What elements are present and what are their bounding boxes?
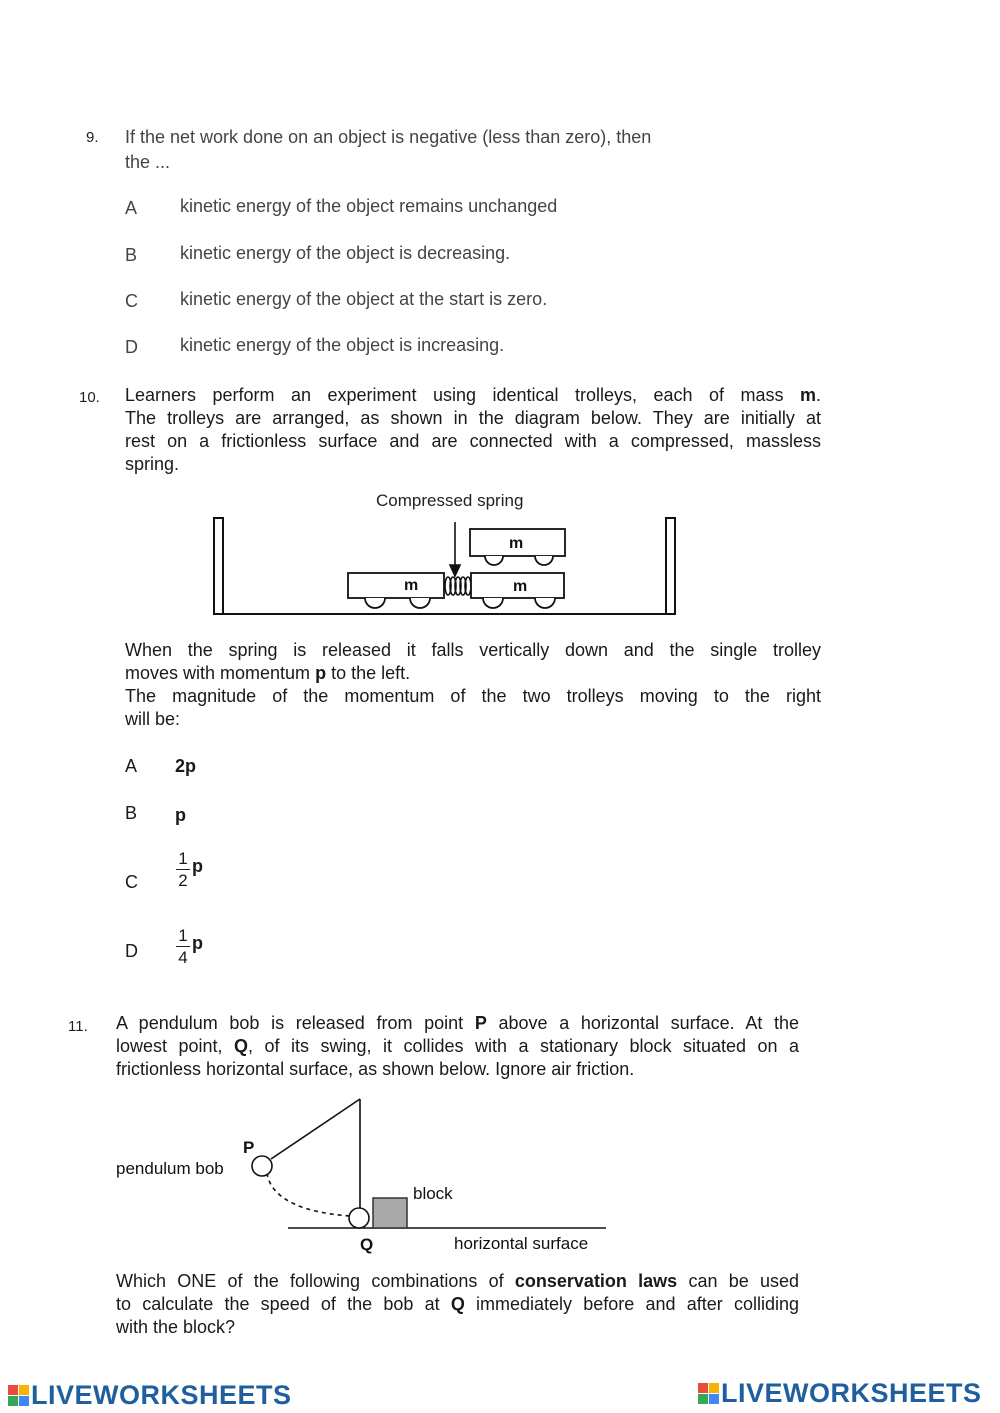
q10-stem-line1: Learners perform an experiment using identical trolleys, each of mass m. [125,385,821,405]
q9-option-c-text[interactable]: kinetic energy of the object at the start is zero. [180,289,548,309]
compressed-spring-label: Compressed spring [376,491,524,510]
bob-at-q [349,1208,369,1228]
spring-arrow [450,522,460,576]
trolley-diagram [205,510,685,622]
q9-option-b-text[interactable]: kinetic energy of the object is decreasing. [180,243,511,263]
q9-option-d-letter: D [125,337,138,357]
q9-option-b-letter: B [125,245,138,265]
q10-option-b-letter: B [125,803,138,823]
liveworksheets-logo-icon [8,1385,29,1406]
liveworksheets-logo-icon [698,1383,719,1404]
q10-number: 10. [79,389,100,406]
q11-question-line3: with the block? [116,1317,236,1337]
q10-option-c-value[interactable]: $\frac{1}{2}$ p [176,849,203,890]
q9-stem-line2: the ... [125,152,171,172]
bob-at-p [252,1156,272,1176]
q10-option-d-value[interactable]: $\frac{1}{4}$ p [176,926,203,967]
block-label: block [413,1184,453,1203]
q10-option-d-letter: D [125,941,138,961]
q10-option-c-fraction: $\frac{1}{2}$ [176,849,190,890]
q10-after-text [125,639,821,731]
q10-stem-line2: The trolleys are arranged, as shown in the diagram below. They are initially at [125,408,821,428]
block-shape [373,1198,407,1228]
footer-brand-left-text: LIVEWORKSHEETS [31,1380,292,1410]
q10-option-d-fraction: $\frac{1}{4}$ [176,926,190,967]
single-trolley-mass: m [404,577,419,594]
q10-option-b-value[interactable]: p [175,805,186,825]
q11-question-line2: to calculate the speed of the bob at Q immediately before and after colliding [116,1294,799,1314]
q10-option-a-value[interactable]: 2p [175,756,197,776]
q11-stem-line1: A pendulum bob is released from point P above a horizontal surface. At the [116,1013,800,1033]
q11-stem-line2: lowest point, Q, of its swing, it collides with a stationary block situated on a [116,1036,799,1056]
right-wall [666,518,675,614]
q9-stem-line1: If the net work done on an object is negative (less than zero), then [125,127,652,147]
string-to-p [271,1099,360,1159]
top-trolley-mass: m [509,535,524,552]
point-q-label: Q [360,1235,374,1254]
q11-stem-line3: frictionless horizontal surface, as shown below. Ignore air friction. [116,1059,635,1079]
q10-stem-line4: spring. [125,454,180,474]
q11-number: 11. [68,1018,88,1035]
q10-after-line1: When the spring is released it falls vertically down and the single trolley [125,640,821,660]
q11-stem [116,1012,799,1081]
footer-logo-right[interactable] [698,1378,982,1409]
footer-brand-right-text: LIVEWORKSHEETS [721,1378,982,1408]
pendulum-bob-label: pendulum bob [116,1159,224,1178]
horizontal-surface-label: horizontal surface [454,1234,589,1253]
single-trolley [348,573,444,608]
q9-option-c-letter: C [125,291,138,311]
q9-option-d-text[interactable]: kinetic energy of the object is increasing. [180,335,505,355]
q9-option-a-text[interactable]: kinetic energy of the object remains unchanged [180,196,558,216]
q10-after-line2: moves with momentum p to the left. [125,663,411,683]
q9-option-a-letter: A [125,198,138,218]
bottom-trolley-mass: m [513,578,528,595]
left-wall [214,518,223,614]
q11-question-line1: Which ONE of the following combinations of conservation laws can be used [116,1271,800,1291]
spring-coils [445,577,471,595]
q10-stem [125,384,821,476]
q10-option-a-letter: A [125,756,138,776]
q10-stem-line3: rest on a frictionless surface and are connected with a compressed, massless [125,431,821,451]
footer-logo-left[interactable] [8,1380,292,1411]
q10-after-line4: will be: [125,709,181,729]
q10-after-line3: The magnitude of the momentum of the two trolleys moving to the right [125,686,821,706]
swing-path [267,1173,350,1216]
q11-question [116,1270,799,1339]
point-p-label: P [243,1138,255,1157]
q9-number: 9. [86,129,99,146]
q10-option-c-letter: C [125,872,138,892]
pendulum-diagram [110,1090,630,1260]
